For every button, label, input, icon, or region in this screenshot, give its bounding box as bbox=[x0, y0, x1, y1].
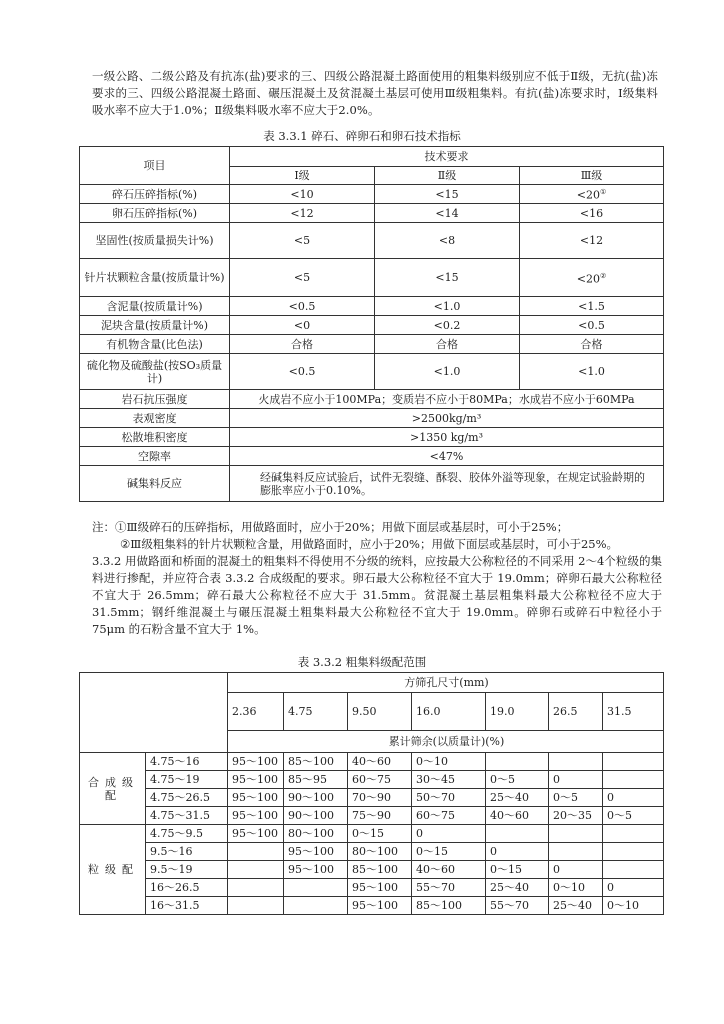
range-cell: 16～26.5 bbox=[146, 879, 228, 897]
row-label: 松散堆积密度 bbox=[80, 428, 230, 447]
cell-value bbox=[603, 753, 664, 771]
cell-value: <5 bbox=[230, 259, 375, 297]
cell-value: 40～60 bbox=[412, 861, 486, 879]
range-cell: 9.5～16 bbox=[146, 843, 228, 861]
cell-value: 经碱集料反应试验后，试件无裂缝、酥裂、胶体外溢等现象，在规定试验龄期的膨胀率应小于0.10%。 bbox=[230, 466, 664, 502]
table-row bbox=[80, 879, 664, 897]
cell-value: <0.5 bbox=[520, 316, 664, 335]
cell-value: 95～100 bbox=[348, 897, 412, 915]
cell-value: <1.0 bbox=[520, 354, 664, 390]
cell-value bbox=[486, 753, 549, 771]
cell-value: 20～35 bbox=[549, 807, 603, 825]
row-label: 含泥量(按质量计%) bbox=[80, 297, 230, 316]
cell-value: 30～45 bbox=[412, 771, 486, 789]
cell-value: 95～100 bbox=[228, 753, 284, 771]
table-row bbox=[80, 789, 664, 807]
range-cell: 4.75～16 bbox=[146, 753, 228, 771]
cell-value bbox=[284, 897, 348, 915]
cell-value: 95～100 bbox=[284, 843, 348, 861]
cell-value: 0～10 bbox=[549, 879, 603, 897]
cell-value: 0 bbox=[412, 825, 486, 843]
table-row bbox=[80, 316, 664, 335]
cell-value bbox=[603, 843, 664, 861]
cell-value: 0～15 bbox=[412, 843, 486, 861]
cell-value bbox=[228, 843, 284, 861]
row-label: 岩石抗压强度 bbox=[80, 390, 230, 409]
cell-value: <5 bbox=[230, 223, 375, 259]
cell-value: <1.0 bbox=[375, 297, 520, 316]
cell-value: <14 bbox=[375, 204, 520, 223]
intro-paragraph: 一级公路、二级公路及有抗冻(盐)要求的三、四级公路混凝土路面使用的粗集料级别应不低于Ⅱ级，无抗(盐)冻要求的三、四级公路混凝土路面、碾压混凝土及贫混凝土基层可使用Ⅲ级粗集料。有抗(盐)冻要求时，Ⅰ级集料吸水率不应大于1.0%；Ⅱ级集料吸水率不应大于2.0%。 bbox=[92, 69, 658, 117]
sieve-size: 31.5 bbox=[603, 693, 664, 731]
cell-value: 95～100 bbox=[228, 789, 284, 807]
sieve-size: 2.36 bbox=[228, 693, 284, 731]
cell-value bbox=[549, 753, 603, 771]
table-row bbox=[80, 861, 664, 879]
row-label: 针片状颗粒含量(按质量计%) bbox=[80, 259, 230, 297]
cell-value: 0 bbox=[549, 771, 603, 789]
table-row bbox=[80, 354, 664, 390]
cell-value: <15 bbox=[375, 185, 520, 204]
cell-value bbox=[228, 897, 284, 915]
corner-cell bbox=[80, 673, 228, 753]
table-row bbox=[80, 259, 664, 297]
cell-value: 95～100 bbox=[228, 771, 284, 789]
cell-value: <47% bbox=[230, 447, 664, 466]
footnote-mark: ② bbox=[599, 271, 607, 280]
sieve-size: 26.5 bbox=[549, 693, 603, 731]
cell-value: 0～10 bbox=[603, 897, 664, 915]
cell-value: 0 bbox=[603, 789, 664, 807]
cell-value: 95～100 bbox=[348, 879, 412, 897]
cell-value: 85～95 bbox=[284, 771, 348, 789]
cell-value: <1.0 bbox=[375, 354, 520, 390]
table-notes bbox=[92, 519, 662, 638]
group-label: 粒级配 bbox=[80, 825, 146, 915]
cell-value: 90～100 bbox=[284, 789, 348, 807]
row-label: 表观密度 bbox=[80, 409, 230, 428]
cell-value: <12 bbox=[230, 204, 375, 223]
table-row bbox=[80, 335, 664, 354]
cell-value: 25～40 bbox=[486, 879, 549, 897]
cell-value: 0～15 bbox=[486, 861, 549, 879]
sieve-size: 9.50 bbox=[348, 693, 412, 731]
cell-value: 70～90 bbox=[348, 789, 412, 807]
cell-value: 25～40 bbox=[549, 897, 603, 915]
table-row bbox=[80, 223, 664, 259]
sieve-size: 19.0 bbox=[486, 693, 549, 731]
cell-value bbox=[486, 825, 549, 843]
cell-value: 85～100 bbox=[284, 753, 348, 771]
row-label: 空隙率 bbox=[80, 447, 230, 466]
cell-value: <15 bbox=[375, 259, 520, 297]
aggregate-spec-table bbox=[79, 146, 664, 502]
cell-value bbox=[284, 879, 348, 897]
group-label: 合成级配 bbox=[80, 753, 146, 825]
header-item: 项目 bbox=[80, 147, 230, 185]
row-label: 坚固性(按质量损失计%) bbox=[80, 223, 230, 259]
cell-value: 0～5 bbox=[486, 771, 549, 789]
note-1: 注：①Ⅲ级碎石的压碎指标，用做路面时，应小于20%；用做下面层或基层时，可小于25%； bbox=[92, 520, 569, 534]
cell-value bbox=[603, 771, 664, 789]
table-row bbox=[80, 771, 664, 789]
range-cell: 4.75～26.5 bbox=[146, 789, 228, 807]
cell-value: 55～70 bbox=[486, 897, 549, 915]
cell-value: 火成岩不应小于100MPa；变质岩不应小于80MPa；水成岩不应小于60MPa bbox=[230, 390, 664, 409]
cell-value bbox=[603, 861, 664, 879]
cell-value bbox=[228, 879, 284, 897]
cell-value: 80～100 bbox=[348, 843, 412, 861]
row-label: 碱集料反应 bbox=[80, 466, 230, 502]
cell-value: 95～100 bbox=[228, 807, 284, 825]
table-row bbox=[80, 428, 664, 447]
range-cell: 16～31.5 bbox=[146, 897, 228, 915]
cell-value bbox=[520, 259, 664, 297]
cell-value bbox=[603, 825, 664, 843]
cell-value: 40～60 bbox=[486, 807, 549, 825]
cell-value: 80～100 bbox=[284, 825, 348, 843]
cell-value bbox=[549, 825, 603, 843]
cell-value: 0～10 bbox=[412, 753, 486, 771]
row-label: 有机物含量(比色法) bbox=[80, 335, 230, 354]
cell-value: <16 bbox=[520, 204, 664, 223]
cell-value bbox=[549, 843, 603, 861]
cell-value: 55～70 bbox=[412, 879, 486, 897]
cell-value: <8 bbox=[375, 223, 520, 259]
cell-value: 0～5 bbox=[603, 807, 664, 825]
cell-value: <0.5 bbox=[230, 297, 375, 316]
grade-header: Ⅰ级 bbox=[230, 167, 375, 185]
footnote-mark: ① bbox=[599, 188, 607, 197]
cell-value: 60～75 bbox=[348, 771, 412, 789]
cumulative-header: 累计筛余(以质量计)(%) bbox=[228, 731, 664, 753]
cell-value: <10 bbox=[230, 185, 375, 204]
cell-value: 25～40 bbox=[486, 789, 549, 807]
range-cell: 4.75～9.5 bbox=[146, 825, 228, 843]
table-row bbox=[80, 390, 664, 409]
table1-caption: 表 3.3.1 碎石、碎卵石和卵石技术指标 bbox=[263, 129, 461, 143]
cell-value: 85～100 bbox=[412, 897, 486, 915]
header-requirement: 技术要求 bbox=[230, 147, 664, 167]
cell-value: 0～5 bbox=[549, 789, 603, 807]
table2-caption: 表 3.3.2 粗集料级配范围 bbox=[297, 655, 427, 669]
row-label: 硫化物及硫酸盐(按SO₃质量计) bbox=[80, 354, 230, 390]
cell-value: <0.2 bbox=[375, 316, 520, 335]
value-text: <20 bbox=[576, 188, 600, 202]
table-row bbox=[80, 447, 664, 466]
cell-value: 0～15 bbox=[348, 825, 412, 843]
grading-range-table bbox=[79, 672, 664, 915]
cell-value: 75～90 bbox=[348, 807, 412, 825]
table-row bbox=[80, 843, 664, 861]
cell-value: 0 bbox=[486, 843, 549, 861]
range-cell: 9.5～19 bbox=[146, 861, 228, 879]
cell-value: 合格 bbox=[375, 335, 520, 354]
row-label: 卵石压碎指标(%) bbox=[80, 204, 230, 223]
table-row bbox=[80, 466, 664, 502]
row-label: 碎石压碎指标(%) bbox=[80, 185, 230, 204]
table-row bbox=[80, 297, 664, 316]
cell-value: 50～70 bbox=[412, 789, 486, 807]
cell-value: 95～100 bbox=[284, 861, 348, 879]
sieve-header: 方筛孔尺寸(mm) bbox=[228, 673, 664, 693]
cell-value: 0 bbox=[603, 879, 664, 897]
cell-value bbox=[228, 861, 284, 879]
sieve-size: 4.75 bbox=[284, 693, 348, 731]
table-row bbox=[80, 753, 664, 771]
cell-value: <1.5 bbox=[520, 297, 664, 316]
cell-value: <12 bbox=[520, 223, 664, 259]
cell-value: 0 bbox=[549, 861, 603, 879]
clause-3-3-2: 3.3.2 用做路面和桥面的混凝土的粗集料不得使用不分级的统料，应按最大公称粒径的不同采用 2～4个粒级的集料进行掺配，并应符合表 3.3.2 合成级配的要求。卵石最大公称粒径不宜大于 19.0mm；碎卵石最大公称粒径不宜大于 26.5mm；碎石最大公称粒径不应大于 31.5mm。贫混凝土基层粗集料最大公称粒径不应大于 31.5mm；钢纤维混凝土与碾压混凝土粗集料最大公称粒径不宜大于 19.0mm。碎卵石或碎石中粒径小于 75μm 的石粉含量不宜大于 1%。 bbox=[92, 554, 662, 636]
table-row bbox=[80, 897, 664, 915]
cell-value: 85～100 bbox=[348, 861, 412, 879]
range-cell: 4.75～31.5 bbox=[146, 807, 228, 825]
cell-value: 40～60 bbox=[348, 753, 412, 771]
cell-value: 90～100 bbox=[284, 807, 348, 825]
table-row bbox=[80, 807, 664, 825]
range-cell: 4.75～19 bbox=[146, 771, 228, 789]
cell-value bbox=[520, 185, 664, 204]
cell-value: 60～75 bbox=[412, 807, 486, 825]
cell-value: >2500kg/m³ bbox=[230, 409, 664, 428]
grade-header: Ⅲ级 bbox=[520, 167, 664, 185]
table-row bbox=[80, 825, 664, 843]
note-2: ②Ⅲ级粗集料的针片状颗粒含量，用做路面时，应小于20%；用做下面层或基层时，可小于25%。 bbox=[120, 537, 619, 551]
row-label: 泥块含量(按质量计%) bbox=[80, 316, 230, 335]
sieve-size: 16.0 bbox=[412, 693, 486, 731]
table-row bbox=[80, 185, 664, 204]
grade-header: Ⅱ级 bbox=[375, 167, 520, 185]
table-row bbox=[80, 204, 664, 223]
cell-value: >1350 kg/m³ bbox=[230, 428, 664, 447]
table-row bbox=[80, 409, 664, 428]
value-text: <20 bbox=[576, 272, 600, 286]
cell-value: 合格 bbox=[520, 335, 664, 354]
cell-value: 95～100 bbox=[228, 825, 284, 843]
cell-value: 合格 bbox=[230, 335, 375, 354]
cell-value: <0 bbox=[230, 316, 375, 335]
cell-value: <0.5 bbox=[230, 354, 375, 390]
